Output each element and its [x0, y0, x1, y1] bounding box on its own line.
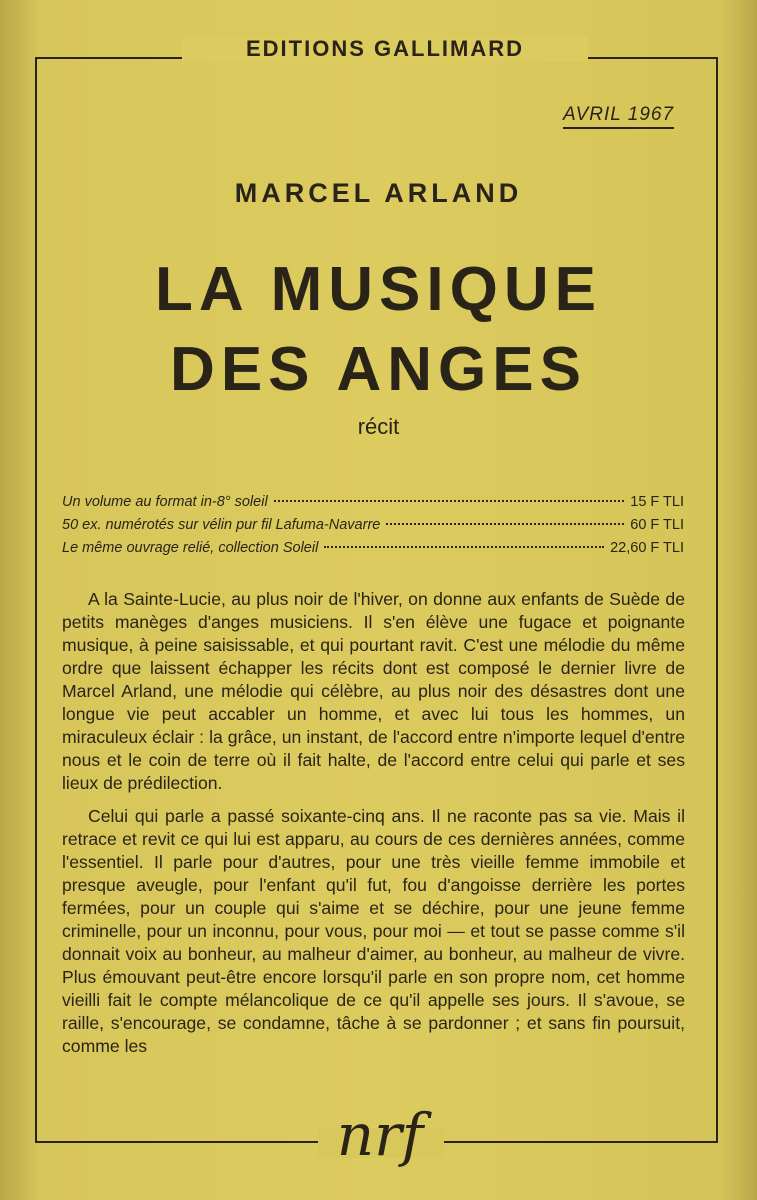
publisher-name: EDITIONS GALLIMARD — [182, 36, 588, 62]
paragraph: Celui qui parle a passé soixante-cinq ans. Il ne raconte pas sa vie. Mais il retrace et revit ce qui lui est apparu, au cours de ces dernières années, comme l'essentiel. Il parle pour d'autres, pour une très vieille femme immobile et presque aveugle, pour l'enfant qu'il fut, fou d'angoisse derrière les portes fermées, pour un couple qui s'aime et se déchire, pour une jeune femme criminelle, pour un inconnu, pour vous, pour moi — et tout se passe comme s'il donnait voix au bonheur, au malheur d'aimer, au bonheur, au malheur de vivre. Plus émouvant peut-être encore lorsqu'il parle en son propre nom, cet homme vieilli fait le compte mélancolique de ce qu'il appelle ses jours. Il s'avoue, se raille, s'encourage, se condamne, tâche à se pardonner ; et sans fin poursuit, comme les — [62, 806, 685, 1056]
book-title-line-2: DES ANGES — [170, 335, 587, 404]
offer-label: Un volume au format in-8° soleil — [62, 494, 268, 510]
description-text — [62, 588, 685, 1068]
offer-label: Le même ouvrage relié, collection Soleil — [62, 540, 319, 556]
author-name: MARCEL ARLAND — [234, 178, 523, 208]
book-genre: récit — [357, 414, 400, 439]
dot-leader — [274, 500, 625, 502]
offer-price: 22,60 F TLI — [610, 540, 684, 556]
offer-label: 50 ex. numérotés sur vélin pur fil Lafuma-Navarre — [62, 517, 381, 533]
offer-price: 60 F TLI — [630, 517, 684, 533]
nrf-logo: nrf — [336, 1101, 424, 1169]
offer-price: 15 F TLI — [630, 494, 684, 510]
dot-leader — [324, 546, 604, 548]
offer-item — [62, 494, 684, 517]
offer-item — [62, 517, 684, 540]
dot-leader — [386, 523, 624, 525]
publication-date: AVRIL 1967 — [563, 104, 674, 129]
paragraph: A la Sainte-Lucie, au plus noir de l'hiver, on donne aux enfants de Suède de petits manèges d'anges musiciens. Il s'en élève une fugace et poignante musique, à peine saisissable, et qui pourtant ravit. C'est une mélodie du même ordre que laissent échapper les récits dont est composé le dernier livre de Marcel Arland, une mélodie qui célèbre, au plus noir des désastres dont une longue vie peut accabler un homme, et avec lui tous les hommes, un miraculeux éclair : la grâce, un instant, de l'accord entre n'importe lequel d'entre nous et le coin de terre où il fait halte, de l'accord entre celui qui parle et ses lieux de prédilection. — [62, 589, 685, 793]
offer-list — [62, 494, 684, 563]
offer-item — [62, 540, 684, 563]
book-title-line-1: LA MUSIQUE — [155, 255, 602, 324]
